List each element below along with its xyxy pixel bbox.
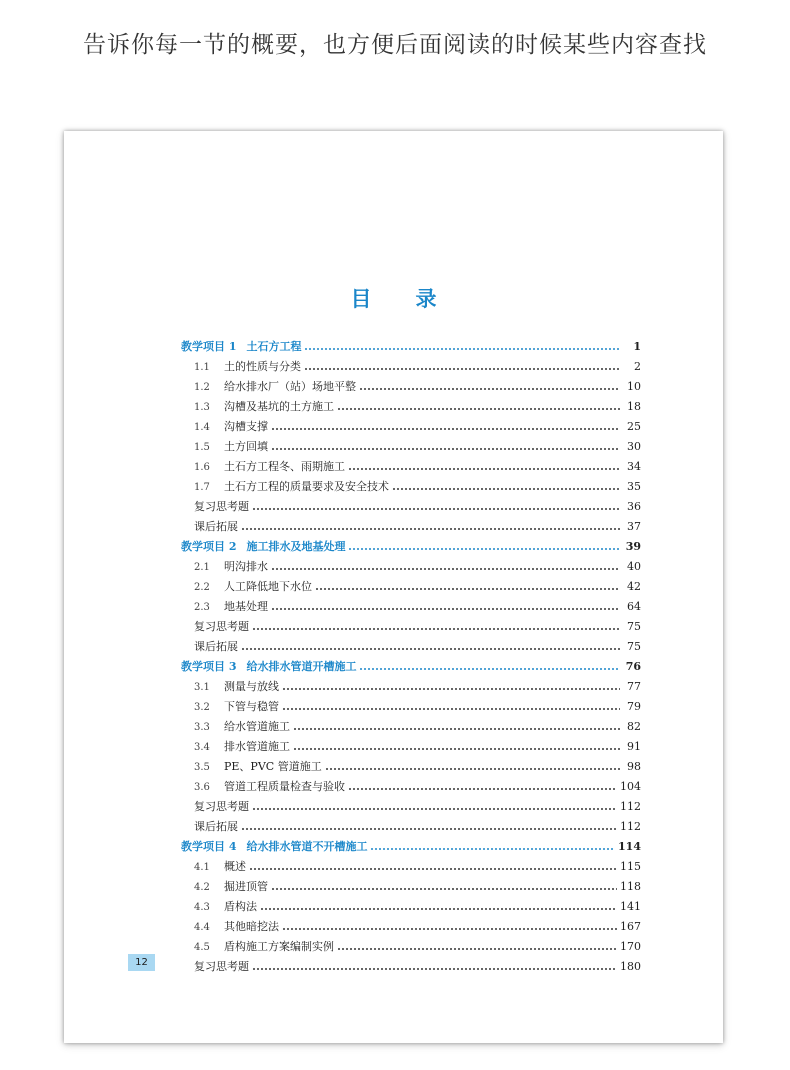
toc-section-row[interactable] xyxy=(181,757,641,777)
toc-chapter-label: 教学项目 1 xyxy=(181,340,237,353)
toc-page-number: 39 xyxy=(625,540,641,553)
toc-section-number: 3.3 xyxy=(194,722,210,733)
toc-misc-row[interactable] xyxy=(181,637,641,657)
toc-page-number: 75 xyxy=(627,620,641,633)
toc-misc-row[interactable] xyxy=(181,817,641,837)
toc-section-row[interactable] xyxy=(181,697,641,717)
toc-chapter-label: 教学项目 2 xyxy=(181,540,237,553)
toc-section-row[interactable] xyxy=(181,397,641,417)
toc-chapter-name: 施工排水及地基处理 xyxy=(246,540,346,553)
toc-entry-title: 土的性质与分类 xyxy=(224,360,301,373)
toc-section-number: 4.2 xyxy=(194,882,210,893)
toc-entry-title: 盾构施工方案编制实例 xyxy=(224,940,334,953)
toc-section-row[interactable] xyxy=(181,937,641,957)
toc-misc-row[interactable] xyxy=(181,497,641,517)
toc-section-row[interactable] xyxy=(181,717,641,737)
toc-chapter-title xyxy=(181,837,367,857)
toc-page-number: 35 xyxy=(627,480,641,493)
toc-page-number: 170 xyxy=(620,940,641,953)
dot-leader xyxy=(282,928,617,930)
toc-entry-title: 其他暗挖法 xyxy=(224,920,279,933)
toc-page-number: 180 xyxy=(620,960,641,973)
toc-misc-row[interactable] xyxy=(181,957,641,977)
toc-page-number: 40 xyxy=(627,560,641,573)
toc-section-number: 1.3 xyxy=(194,402,210,413)
toc-section-number: 3.4 xyxy=(194,742,210,753)
toc-chapter-row[interactable] xyxy=(181,337,641,357)
dot-leader xyxy=(241,528,620,530)
toc-page-number: 141 xyxy=(620,900,641,913)
toc-section-number: 2.2 xyxy=(194,582,210,593)
dot-leader xyxy=(260,908,617,910)
toc-entry-title: 下管与稳管 xyxy=(224,700,279,713)
page-number-badge: 12 xyxy=(128,954,155,971)
toc-page-number: 42 xyxy=(627,580,641,593)
dot-leader xyxy=(241,648,620,650)
toc-entry-title: 课后拓展 xyxy=(194,820,238,833)
dot-leader xyxy=(325,768,620,770)
toc-entry-title: 概述 xyxy=(224,860,246,873)
dot-leader xyxy=(271,448,620,450)
toc-section-row[interactable] xyxy=(181,597,641,617)
toc-chapter-row[interactable] xyxy=(181,537,641,557)
toc-entry-title: 管道工程质量检查与验收 xyxy=(224,780,345,793)
toc-section-row[interactable] xyxy=(181,377,641,397)
toc-page-number: 112 xyxy=(620,800,641,813)
toc-section-number: 1.4 xyxy=(194,422,210,433)
toc-page-number: 98 xyxy=(627,760,641,773)
dot-leader xyxy=(304,368,620,370)
toc-section-row[interactable] xyxy=(181,897,641,917)
dot-leader xyxy=(359,668,620,670)
toc-entry-title: PE、PVC 管道施工 xyxy=(224,760,322,773)
toc-section-row[interactable] xyxy=(181,737,641,757)
dot-leader xyxy=(271,428,620,430)
dot-leader xyxy=(348,788,617,790)
toc-entry-title: 土方回填 xyxy=(224,440,268,453)
toc-entry-title: 土石方工程冬、雨期施工 xyxy=(224,460,345,473)
toc-entry-title: 排水管道施工 xyxy=(224,740,290,753)
toc-section-number: 3.5 xyxy=(194,762,210,773)
dot-leader xyxy=(359,388,620,390)
toc-page-number: 91 xyxy=(627,740,641,753)
toc-page-number: 18 xyxy=(627,400,641,413)
toc-entry-title: 复习思考题 xyxy=(194,960,249,973)
toc-heading-char: 目 xyxy=(350,286,372,311)
book-page xyxy=(64,131,723,1043)
toc-page-number: 82 xyxy=(627,720,641,733)
toc-page-number: 112 xyxy=(620,820,641,833)
toc-page-number: 36 xyxy=(627,500,641,513)
toc-section-number: 3.6 xyxy=(194,782,210,793)
toc-page-number: 2 xyxy=(634,360,641,373)
toc-page-number: 37 xyxy=(627,520,641,533)
toc-misc-row[interactable] xyxy=(181,797,641,817)
dot-leader xyxy=(252,628,620,630)
toc-section-row[interactable] xyxy=(181,417,641,437)
dot-leader xyxy=(392,488,620,490)
toc-entry-title: 复习思考题 xyxy=(194,800,249,813)
toc-section-row[interactable] xyxy=(181,877,641,897)
toc-page-number: 79 xyxy=(627,700,641,713)
toc-page-number: 1 xyxy=(633,340,641,353)
toc-entry-title: 明沟排水 xyxy=(224,560,268,573)
dot-leader xyxy=(271,608,620,610)
toc-chapter-label: 教学项目 4 xyxy=(181,840,237,853)
caption-text: 告诉你每一节的概要，也方便后面阅读的时候某些内容查找 xyxy=(83,32,707,58)
toc-entry-title: 土石方工程的质量要求及安全技术 xyxy=(224,480,389,493)
toc-entry-title: 给水排水厂（站）场地平整 xyxy=(224,380,356,393)
toc-page-number: 167 xyxy=(620,920,641,933)
toc-page-number: 114 xyxy=(618,840,641,853)
dot-leader xyxy=(252,968,617,970)
toc-section-row[interactable] xyxy=(181,357,641,377)
dot-leader xyxy=(241,828,617,830)
dot-leader xyxy=(348,468,620,470)
toc-chapter-title xyxy=(181,537,345,557)
toc-entry-title: 复习思考题 xyxy=(194,620,249,633)
toc-entry-title: 掘进顶管 xyxy=(224,880,268,893)
toc-entry-title: 沟槽支撑 xyxy=(224,420,268,433)
toc-entry-title: 测量与放线 xyxy=(224,680,279,693)
dot-leader xyxy=(252,508,620,510)
toc-entry-title: 盾构法 xyxy=(224,900,257,913)
toc-section-row[interactable] xyxy=(181,457,641,477)
toc-section-number: 1.6 xyxy=(194,462,210,473)
toc-chapter-name: 给水排水管道开槽施工 xyxy=(246,660,357,673)
table-of-contents xyxy=(181,337,641,977)
toc-section-number: 3.1 xyxy=(194,682,210,693)
toc-page-number: 118 xyxy=(620,880,641,893)
toc-page-number: 64 xyxy=(627,600,641,613)
dot-leader xyxy=(249,868,617,870)
toc-chapter-name: 土石方工程 xyxy=(246,340,302,353)
toc-misc-row[interactable] xyxy=(181,617,641,637)
toc-entry-title: 复习思考题 xyxy=(194,500,249,513)
toc-section-row[interactable] xyxy=(181,477,641,497)
toc-page-number: 10 xyxy=(627,380,641,393)
toc-section-number: 1.7 xyxy=(194,482,210,493)
toc-heading-char: 录 xyxy=(415,286,437,311)
dot-leader xyxy=(271,888,617,890)
dot-leader xyxy=(293,748,620,750)
dot-leader xyxy=(337,948,617,950)
toc-entry-title: 课后拓展 xyxy=(194,520,238,533)
toc-page-number: 30 xyxy=(627,440,641,453)
dot-leader xyxy=(282,688,620,690)
toc-section-number: 4.1 xyxy=(194,862,210,873)
toc-section-row[interactable] xyxy=(181,857,641,877)
toc-entry-title: 课后拓展 xyxy=(194,640,238,653)
dot-leader xyxy=(252,808,617,810)
toc-section-number: 1.1 xyxy=(194,362,210,373)
toc-section-number: 3.2 xyxy=(194,702,210,713)
toc-misc-row[interactable] xyxy=(181,517,641,537)
toc-page-number: 77 xyxy=(627,680,641,693)
toc-section-row[interactable] xyxy=(181,577,641,597)
toc-chapter-label: 教学项目 3 xyxy=(181,660,237,673)
toc-page-number: 25 xyxy=(627,420,641,433)
toc-section-row[interactable] xyxy=(181,677,641,697)
toc-section-number: 4.4 xyxy=(194,922,210,933)
toc-page-number: 75 xyxy=(627,640,641,653)
toc-section-number: 4.5 xyxy=(194,942,210,953)
toc-entry-title: 地基处理 xyxy=(224,600,268,613)
dot-leader xyxy=(315,588,620,590)
toc-section-row[interactable] xyxy=(181,777,641,797)
toc-page-number: 34 xyxy=(627,460,641,473)
toc-chapter-name: 给水排水管道不开槽施工 xyxy=(246,840,368,853)
dot-leader xyxy=(282,708,620,710)
toc-entry-title: 人工降低地下水位 xyxy=(224,580,312,593)
toc-heading xyxy=(64,283,723,313)
dot-leader xyxy=(304,348,620,350)
toc-section-number: 1.5 xyxy=(194,442,210,453)
toc-page-number: 115 xyxy=(620,860,641,873)
toc-page-number: 76 xyxy=(625,660,641,673)
toc-section-row[interactable] xyxy=(181,917,641,937)
toc-chapter-title xyxy=(181,337,301,357)
dot-leader xyxy=(337,408,620,410)
dot-leader xyxy=(370,848,615,850)
toc-entry-title: 沟槽及基坑的土方施工 xyxy=(224,400,334,413)
toc-page-number: 104 xyxy=(620,780,641,793)
toc-section-number: 2.3 xyxy=(194,602,210,613)
dot-leader xyxy=(293,728,620,730)
toc-chapter-row[interactable] xyxy=(181,837,641,857)
toc-section-number: 4.3 xyxy=(194,902,210,913)
toc-section-number: 2.1 xyxy=(194,562,210,573)
toc-chapter-row[interactable] xyxy=(181,657,641,677)
toc-entry-title: 给水管道施工 xyxy=(224,720,290,733)
toc-section-row[interactable] xyxy=(181,437,641,457)
toc-chapter-title xyxy=(181,657,356,677)
toc-section-number: 1.2 xyxy=(194,382,210,393)
toc-section-row[interactable] xyxy=(181,557,641,577)
dot-leader xyxy=(348,548,620,550)
dot-leader xyxy=(271,568,620,570)
